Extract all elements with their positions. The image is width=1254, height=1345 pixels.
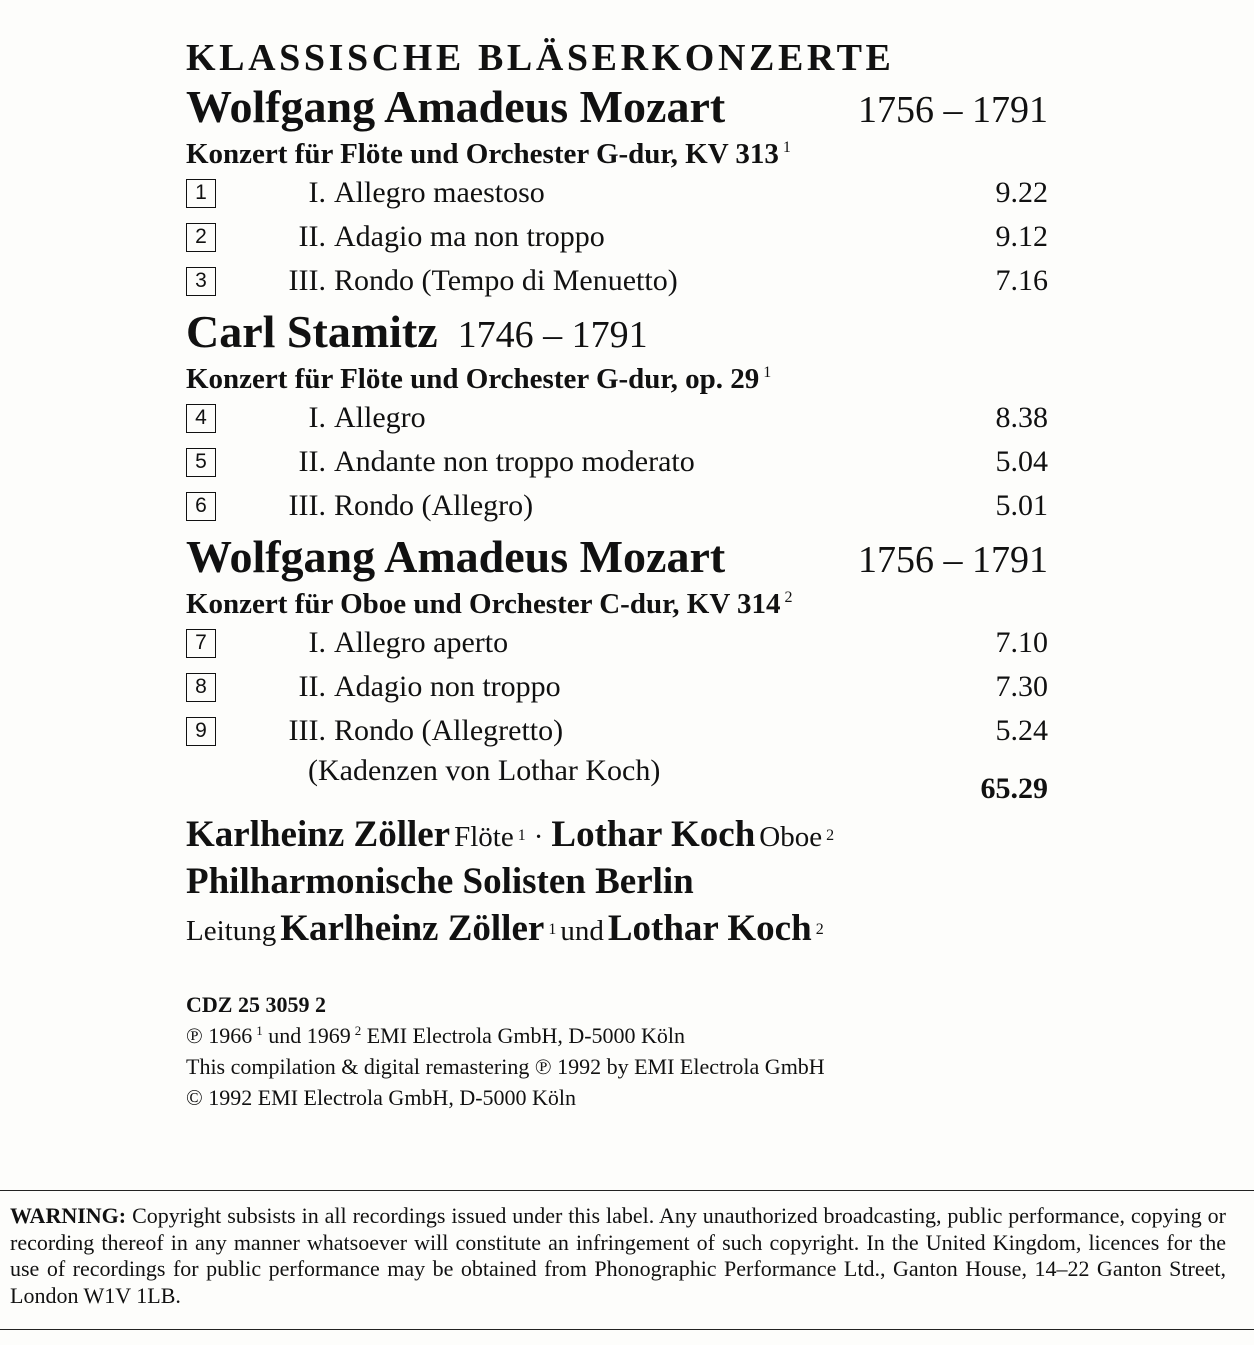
legal-block xyxy=(186,1020,1048,1113)
ensemble-name: Philharmonische Solisten Berlin xyxy=(186,861,694,902)
composer-name: Carl Stamitz xyxy=(186,306,438,357)
conductor-name: Lothar Koch xyxy=(607,908,812,949)
phonogram-line xyxy=(186,1020,1048,1051)
warning-label: WARNING: xyxy=(10,1203,127,1228)
separator-dot: · xyxy=(533,821,544,853)
movement-title: Andante non troppo moderato xyxy=(334,445,695,478)
compilation-line: This compilation & digital remastering ℗ 1992 by EMI Electrola GmbH xyxy=(186,1054,825,1079)
work-title-text: Konzert für Flöte und Orchester G-dur, op. 29 xyxy=(186,363,760,395)
composer-name: Wolfgang Amadeus Mozart xyxy=(186,531,726,582)
movement-title: Allegro aperto xyxy=(334,626,509,659)
footnote-marker: 2 xyxy=(354,1022,362,1038)
movement-title: Rondo (Tempo di Menuetto) xyxy=(334,264,678,297)
phonogram-owner: EMI Electrola GmbH, D-5000 Köln xyxy=(366,1023,686,1048)
footnote-marker: 1 xyxy=(782,139,791,157)
cadenza-total-row xyxy=(186,753,1048,815)
footnote-marker: 1 xyxy=(517,826,526,844)
warning-notice xyxy=(0,1190,1254,1330)
track-row xyxy=(186,396,1048,440)
footnote-marker: 2 xyxy=(815,920,824,938)
movement-numeral: III. xyxy=(288,264,326,297)
track-row xyxy=(186,621,1048,665)
work-title-text: Konzert für Oboe und Orchester C-dur, KV 314 xyxy=(186,588,781,620)
composer-heading xyxy=(186,305,1048,362)
movement-title: Rondo (Allegro) xyxy=(334,489,534,522)
track-number-box: 3 xyxy=(186,267,216,296)
movement-numeral: I. xyxy=(308,176,326,209)
movement-numeral: I. xyxy=(308,626,326,659)
track-number-box: 2 xyxy=(186,223,216,252)
footnote-marker: 1 xyxy=(763,364,772,382)
composer-heading xyxy=(186,530,1048,587)
leitung-label: Leitung xyxy=(186,915,277,947)
composer-dates: 1756 – 1791 xyxy=(858,89,1048,131)
warning-text: Copyright subsists in all recordings issued under this label. Any unauthorized broadcasting, public performance, copying or recording thereof in any manner whatsoever will constitute an infringement of such copyright. In the United Kingdom, licences for the use of recordings for public performance may be obtained from Phonographic Performance Ltd., Ganton House, 14–22 Ganton Street, London W1V 1LB. xyxy=(10,1203,1226,1308)
movement-numeral: II. xyxy=(298,445,326,478)
movement-numeral: II. xyxy=(298,220,326,253)
work-title xyxy=(186,362,1048,396)
track-number-box: 4 xyxy=(186,404,216,433)
work-title xyxy=(186,137,1048,171)
footnote-marker: 1 xyxy=(256,1022,263,1038)
track-duration: 8.38 xyxy=(995,401,1048,434)
composer-dates: 1746 – 1791 xyxy=(457,314,648,356)
soloists-line xyxy=(186,815,1048,862)
track-duration: 7.10 xyxy=(995,626,1048,659)
track-number-box: 6 xyxy=(186,492,216,521)
performers-block xyxy=(186,815,1048,956)
work-title-text: Konzert für Flöte und Orchester G-dur, KV 313 xyxy=(186,138,779,170)
composer-name: Wolfgang Amadeus Mozart xyxy=(186,81,726,132)
track-duration: 5.04 xyxy=(995,445,1048,478)
soloist-instrument: Oboe xyxy=(759,821,823,853)
movement-numeral: II. xyxy=(298,670,326,703)
copyright-line: © 1992 EMI Electrola GmbH, D-5000 Köln xyxy=(186,1085,577,1110)
track-duration: 5.24 xyxy=(995,714,1048,747)
ensemble-line xyxy=(186,862,1048,909)
footnote-marker: 2 xyxy=(784,589,793,607)
tracklist-sheet xyxy=(186,36,1048,1113)
track-row xyxy=(186,440,1048,484)
track-number-box: 8 xyxy=(186,673,216,702)
und-word: und xyxy=(560,915,604,947)
track-number-box: 7 xyxy=(186,629,216,658)
track-number-box: 9 xyxy=(186,717,216,746)
phonogram-year: und 1969 xyxy=(268,1023,351,1048)
movement-title: Adagio ma non troppo xyxy=(334,220,605,253)
track-duration: 9.22 xyxy=(995,176,1048,209)
movement-numeral: III. xyxy=(288,489,326,522)
movement-title: Allegro maestoso xyxy=(334,176,545,209)
album-title: KLASSISCHE BLÄSERKONZERTE xyxy=(186,37,895,79)
track-duration: 7.30 xyxy=(995,670,1048,703)
composer-dates: 1756 – 1791 xyxy=(858,539,1048,581)
track-row xyxy=(186,665,1048,709)
track-duration: 7.16 xyxy=(995,264,1048,297)
phonogram-year: 1966 xyxy=(208,1023,253,1048)
conductor-name: Karlheinz Zöller xyxy=(280,908,545,949)
soloist-name: Lothar Koch xyxy=(551,814,756,855)
total-time: 65.29 xyxy=(980,772,1048,805)
track-row xyxy=(186,171,1048,215)
conductor-line xyxy=(186,909,1048,956)
track-duration: 5.01 xyxy=(995,489,1048,522)
track-number-box: 1 xyxy=(186,179,216,208)
track-number-box: 5 xyxy=(186,448,216,477)
phonogram-symbol: ℗ xyxy=(186,1023,203,1048)
footnote-marker: 2 xyxy=(826,826,835,844)
soloist-name: Karlheinz Zöller xyxy=(186,814,451,855)
track-row xyxy=(186,484,1048,528)
track-duration: 9.12 xyxy=(995,220,1048,253)
track-row xyxy=(186,259,1048,303)
footnote-marker: 1 xyxy=(548,920,557,938)
track-row xyxy=(186,709,1048,753)
movement-title: Rondo (Allegretto) xyxy=(334,714,564,747)
movement-title: Allegro xyxy=(334,401,426,434)
movement-title: Adagio non troppo xyxy=(334,670,561,703)
cadenza-note: (Kadenzen von Lothar Koch) xyxy=(308,754,661,787)
track-row xyxy=(186,215,1048,259)
soloist-instrument: Flöte xyxy=(454,821,514,853)
work-title xyxy=(186,587,1048,621)
composer-heading xyxy=(186,80,1048,137)
movement-numeral: I. xyxy=(308,401,326,434)
catalog-number: CDZ 25 3059 2 xyxy=(186,992,326,1017)
movement-numeral: III. xyxy=(288,714,326,747)
